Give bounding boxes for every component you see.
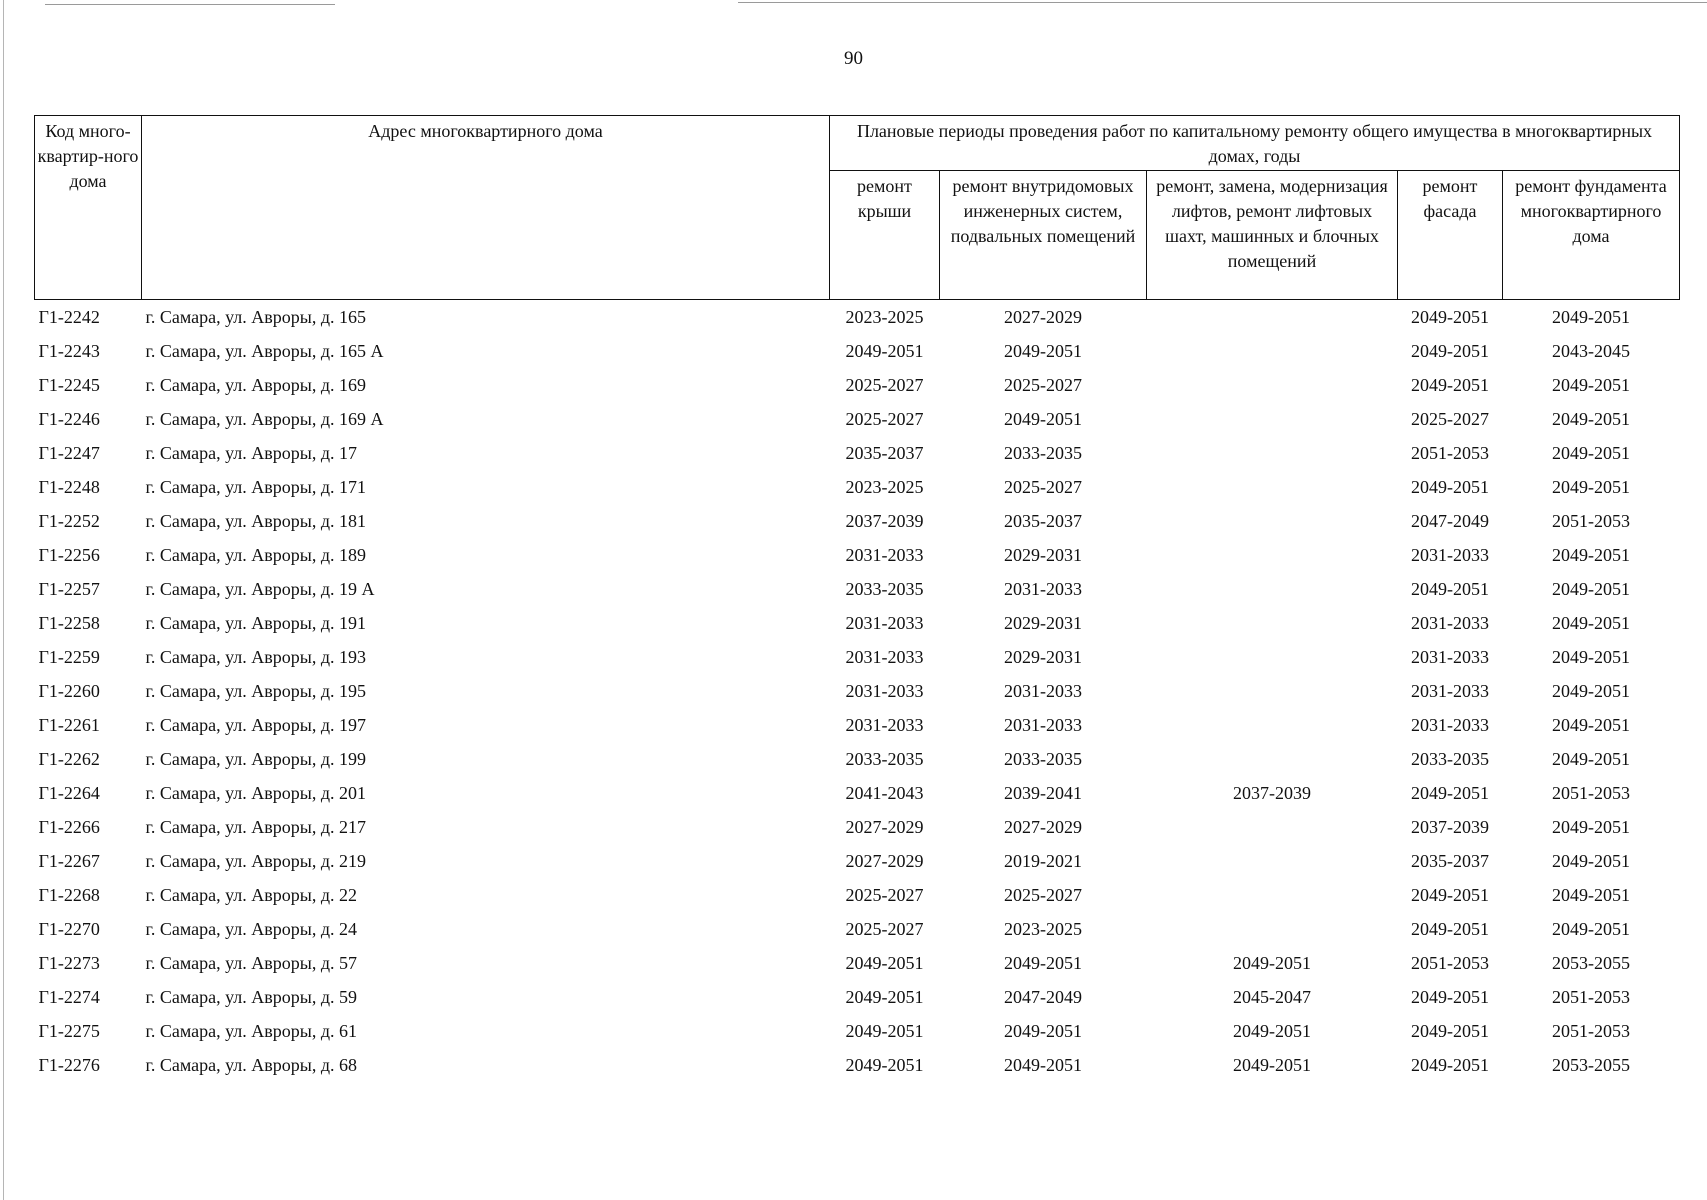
address-cell: г. Самара, ул. Авроры, д. 169 А	[145, 409, 384, 429]
roof-period-cell: 2025-2027	[845, 375, 924, 395]
table-row	[35, 470, 1680, 504]
lifts-period-cell: 2049-2051	[1233, 1021, 1311, 1041]
roof-period-cell: 2041-2043	[845, 783, 924, 803]
facade-period-cell: 2049-2051	[1411, 919, 1489, 939]
systems-period-cell: 2033-2035	[1004, 749, 1082, 769]
facade-period-cell: 2033-2035	[1411, 749, 1489, 769]
lifts-period-cell	[1147, 402, 1398, 436]
lifts-period-cell	[1147, 708, 1398, 742]
code-cell: Г1-2257	[38, 579, 100, 599]
address-cell: г. Самара, ул. Авроры, д. 68	[145, 1055, 358, 1075]
lifts-period-cell	[1147, 640, 1398, 674]
facade-period-cell: 2031-2033	[1411, 613, 1489, 633]
foundation-period-cell: 2049-2051	[1552, 817, 1630, 837]
systems-period-cell: 2039-2041	[1004, 783, 1082, 803]
roof-period-cell: 2031-2033	[845, 715, 924, 735]
foundation-period-cell: 2049-2051	[1552, 579, 1630, 599]
code-cell: Г1-2246	[38, 409, 100, 429]
systems-period-cell: 2025-2027	[1004, 477, 1082, 497]
foundation-period-cell: 2049-2051	[1552, 715, 1630, 735]
systems-period-cell: 2047-2049	[1004, 987, 1082, 1007]
foundation-period-cell: 2049-2051	[1552, 613, 1630, 633]
lifts-period-cell: 2049-2051	[1233, 953, 1311, 973]
table-row	[35, 810, 1680, 844]
address-cell: г. Самара, ул. Авроры, д. 165 А	[145, 341, 384, 361]
code-cell: Г1-2256	[38, 545, 100, 565]
table-row	[35, 742, 1680, 776]
systems-period-cell: 2049-2051	[1004, 409, 1082, 429]
table-row	[35, 504, 1680, 538]
lifts-period-cell	[1147, 470, 1398, 504]
facade-period-cell: 2049-2051	[1411, 1021, 1489, 1041]
table-row	[35, 708, 1680, 742]
table-row	[35, 878, 1680, 912]
roof-period-cell: 2031-2033	[845, 681, 924, 701]
address-cell: г. Самара, ул. Авроры, д. 191	[145, 613, 367, 633]
header-code: Код много-квартир-ного дома	[35, 116, 142, 300]
roof-period-cell: 2033-2035	[845, 749, 924, 769]
foundation-period-cell: 2049-2051	[1552, 749, 1630, 769]
roof-period-cell: 2049-2051	[845, 953, 924, 973]
facade-period-cell: 2049-2051	[1411, 341, 1489, 361]
foundation-period-cell: 2049-2051	[1552, 851, 1630, 871]
facade-period-cell: 2049-2051	[1411, 885, 1489, 905]
address-cell: г. Самара, ул. Авроры, д. 181	[145, 511, 367, 531]
lifts-period-cell	[1147, 742, 1398, 776]
lifts-period-cell	[1147, 810, 1398, 844]
foundation-period-cell: 2049-2051	[1552, 919, 1630, 939]
table-body	[35, 300, 1680, 1083]
systems-period-cell: 2049-2051	[1004, 1021, 1082, 1041]
foundation-period-cell: 2049-2051	[1552, 477, 1630, 497]
roof-period-cell: 2031-2033	[845, 545, 924, 565]
foundation-period-cell: 2049-2051	[1552, 545, 1630, 565]
facade-period-cell: 2049-2051	[1411, 375, 1489, 395]
foundation-period-cell: 2051-2053	[1552, 1021, 1630, 1041]
facade-period-cell: 2049-2051	[1411, 579, 1489, 599]
address-cell: г. Самара, ул. Авроры, д. 61	[145, 1021, 358, 1041]
header-roof: ремонт крыши	[830, 171, 940, 300]
lifts-period-cell: 2037-2039	[1233, 783, 1311, 803]
lifts-period-cell	[1147, 606, 1398, 640]
facade-period-cell: 2049-2051	[1411, 307, 1489, 327]
systems-period-cell: 2029-2031	[1004, 545, 1082, 565]
table-row	[35, 1048, 1680, 1082]
address-cell: г. Самара, ул. Авроры, д. 193	[145, 647, 367, 667]
roof-period-cell: 2025-2027	[845, 885, 924, 905]
roof-period-cell: 2033-2035	[845, 579, 924, 599]
roof-period-cell: 2027-2029	[845, 817, 924, 837]
address-cell: г. Самара, ул. Авроры, д. 24	[145, 919, 358, 939]
lifts-period-cell	[1147, 436, 1398, 470]
facade-period-cell: 2031-2033	[1411, 545, 1489, 565]
table-row	[35, 436, 1680, 470]
address-cell: г. Самара, ул. Авроры, д. 57	[145, 953, 358, 973]
capital-repair-table	[34, 115, 1680, 1082]
facade-period-cell: 2051-2053	[1411, 953, 1489, 973]
foundation-period-cell: 2051-2053	[1552, 987, 1630, 1007]
lifts-period-cell	[1147, 334, 1398, 368]
code-cell: Г1-2264	[38, 783, 100, 803]
table-row	[35, 572, 1680, 606]
systems-period-cell: 2025-2027	[1004, 885, 1082, 905]
code-cell: Г1-2242	[38, 307, 100, 327]
foundation-period-cell: 2053-2055	[1552, 1055, 1630, 1075]
systems-period-cell: 2049-2051	[1004, 1055, 1082, 1075]
foundation-period-cell: 2049-2051	[1552, 885, 1630, 905]
address-cell: г. Самара, ул. Авроры, д. 165	[145, 307, 367, 327]
lifts-period-cell	[1147, 538, 1398, 572]
code-cell: Г1-2273	[38, 953, 100, 973]
roof-period-cell: 2037-2039	[845, 511, 924, 531]
roof-period-cell: 2027-2029	[845, 851, 924, 871]
systems-period-cell: 2031-2033	[1004, 715, 1082, 735]
table-row	[35, 300, 1680, 335]
table-row	[35, 946, 1680, 980]
foundation-period-cell: 2049-2051	[1552, 375, 1630, 395]
lifts-period-cell	[1147, 572, 1398, 606]
address-cell: г. Самара, ул. Авроры, д. 197	[145, 715, 367, 735]
foundation-period-cell: 2049-2051	[1552, 681, 1630, 701]
code-cell: Г1-2261	[38, 715, 100, 735]
facade-period-cell: 2037-2039	[1411, 817, 1489, 837]
address-cell: г. Самара, ул. Авроры, д. 169	[145, 375, 367, 395]
lifts-period-cell	[1147, 368, 1398, 402]
foundation-period-cell: 2043-2045	[1552, 341, 1630, 361]
facade-period-cell: 2035-2037	[1411, 851, 1489, 871]
scan-edge-line	[3, 0, 4, 1200]
table-row	[35, 1014, 1680, 1048]
facade-period-cell: 2049-2051	[1411, 477, 1489, 497]
code-cell: Г1-2274	[38, 987, 100, 1007]
roof-period-cell: 2025-2027	[845, 919, 924, 939]
lifts-period-cell: 2049-2051	[1233, 1055, 1311, 1075]
code-cell: Г1-2248	[38, 477, 100, 497]
systems-period-cell: 2027-2029	[1004, 817, 1082, 837]
header-periods-group: Плановые периоды проведения работ по капитальному ремонту общего имущества в многоквартирных домах, годы	[830, 116, 1680, 171]
header-lifts: ремонт, замена, модернизация лифтов, ремонт лифтовых шахт, машинных и блочных помещений	[1147, 171, 1398, 300]
roof-period-cell: 2031-2033	[845, 613, 924, 633]
roof-period-cell: 2049-2051	[845, 1021, 924, 1041]
systems-period-cell: 2031-2033	[1004, 579, 1082, 599]
foundation-period-cell: 2049-2051	[1552, 409, 1630, 429]
facade-period-cell: 2047-2049	[1411, 511, 1489, 531]
table-row	[35, 334, 1680, 368]
address-cell: г. Самара, ул. Авроры, д. 19 А	[145, 579, 375, 599]
address-cell: г. Самара, ул. Авроры, д. 217	[145, 817, 367, 837]
systems-period-cell: 2025-2027	[1004, 375, 1082, 395]
table-row	[35, 844, 1680, 878]
roof-period-cell: 2049-2051	[845, 987, 924, 1007]
address-cell: г. Самара, ул. Авроры, д. 199	[145, 749, 367, 769]
roof-period-cell: 2023-2025	[845, 477, 924, 497]
code-cell: Г1-2252	[38, 511, 100, 531]
systems-period-cell: 2049-2051	[1004, 341, 1082, 361]
facade-period-cell: 2049-2051	[1411, 1055, 1489, 1075]
systems-period-cell: 2033-2035	[1004, 443, 1082, 463]
foundation-period-cell: 2051-2053	[1552, 783, 1630, 803]
lifts-period-cell	[1147, 878, 1398, 912]
header-row	[35, 116, 1680, 171]
code-cell: Г1-2276	[38, 1055, 100, 1075]
lifts-period-cell	[1147, 674, 1398, 708]
scan-edge-line	[45, 4, 335, 5]
address-cell: г. Самара, ул. Авроры, д. 195	[145, 681, 367, 701]
scan-edge-line	[738, 2, 1707, 3]
roof-period-cell: 2025-2027	[845, 409, 924, 429]
header-foundation: ремонт фундамента многоквартирного дома	[1503, 171, 1680, 300]
foundation-period-cell: 2051-2053	[1552, 511, 1630, 531]
facade-period-cell: 2031-2033	[1411, 715, 1489, 735]
systems-period-cell: 2049-2051	[1004, 953, 1082, 973]
table-row	[35, 674, 1680, 708]
foundation-period-cell: 2053-2055	[1552, 953, 1630, 973]
code-cell: Г1-2262	[38, 749, 100, 769]
foundation-period-cell: 2049-2051	[1552, 307, 1630, 327]
address-cell: г. Самара, ул. Авроры, д. 219	[145, 851, 367, 871]
table-row	[35, 776, 1680, 810]
header-address: Адрес многоквартирного дома	[142, 116, 830, 300]
header-systems: ремонт внутридомовых инженерных систем, подвальных помещений	[940, 171, 1147, 300]
address-cell: г. Самара, ул. Авроры, д. 59	[145, 987, 358, 1007]
code-cell: Г1-2267	[38, 851, 100, 871]
facade-period-cell: 2031-2033	[1411, 681, 1489, 701]
facade-period-cell: 2031-2033	[1411, 647, 1489, 667]
roof-period-cell: 2035-2037	[845, 443, 924, 463]
facade-period-cell: 2049-2051	[1411, 783, 1489, 803]
table-row	[35, 980, 1680, 1014]
table-row	[35, 538, 1680, 572]
code-cell: Г1-2275	[38, 1021, 100, 1041]
header-facade: ремонт фасада	[1398, 171, 1503, 300]
table-row	[35, 912, 1680, 946]
address-cell: г. Самара, ул. Авроры, д. 189	[145, 545, 367, 565]
systems-period-cell: 2029-2031	[1004, 613, 1082, 633]
facade-period-cell: 2025-2027	[1411, 409, 1489, 429]
table-row	[35, 606, 1680, 640]
systems-period-cell: 2019-2021	[1004, 851, 1082, 871]
table-row	[35, 368, 1680, 402]
lifts-period-cell: 2045-2047	[1233, 987, 1311, 1007]
systems-period-cell: 2023-2025	[1004, 919, 1082, 939]
code-cell: Г1-2245	[38, 375, 100, 395]
code-cell: Г1-2243	[38, 341, 100, 361]
code-cell: Г1-2266	[38, 817, 100, 837]
facade-period-cell: 2049-2051	[1411, 987, 1489, 1007]
table-row	[35, 640, 1680, 674]
code-cell: Г1-2270	[38, 919, 100, 939]
systems-period-cell: 2035-2037	[1004, 511, 1082, 531]
facade-period-cell: 2051-2053	[1411, 443, 1489, 463]
roof-period-cell: 2049-2051	[845, 341, 924, 361]
foundation-period-cell: 2049-2051	[1552, 647, 1630, 667]
address-cell: г. Самара, ул. Авроры, д. 17	[145, 443, 358, 463]
code-cell: Г1-2258	[38, 613, 100, 633]
code-cell: Г1-2259	[38, 647, 100, 667]
address-cell: г. Самара, ул. Авроры, д. 22	[145, 885, 358, 905]
code-cell: Г1-2247	[38, 443, 100, 463]
page-number: 90	[844, 48, 863, 69]
systems-period-cell: 2029-2031	[1004, 647, 1082, 667]
code-cell: Г1-2260	[38, 681, 100, 701]
code-cell: Г1-2268	[38, 885, 100, 905]
address-cell: г. Самара, ул. Авроры, д. 201	[145, 783, 367, 803]
roof-period-cell: 2023-2025	[845, 307, 924, 327]
table-row	[35, 402, 1680, 436]
systems-period-cell: 2027-2029	[1004, 307, 1082, 327]
roof-period-cell: 2031-2033	[845, 647, 924, 667]
lifts-period-cell	[1147, 504, 1398, 538]
roof-period-cell: 2049-2051	[845, 1055, 924, 1075]
systems-period-cell: 2031-2033	[1004, 681, 1082, 701]
lifts-period-cell	[1147, 912, 1398, 946]
lifts-period-cell	[1147, 844, 1398, 878]
address-cell: г. Самара, ул. Авроры, д. 171	[145, 477, 367, 497]
lifts-period-cell	[1147, 300, 1398, 335]
foundation-period-cell: 2049-2051	[1552, 443, 1630, 463]
